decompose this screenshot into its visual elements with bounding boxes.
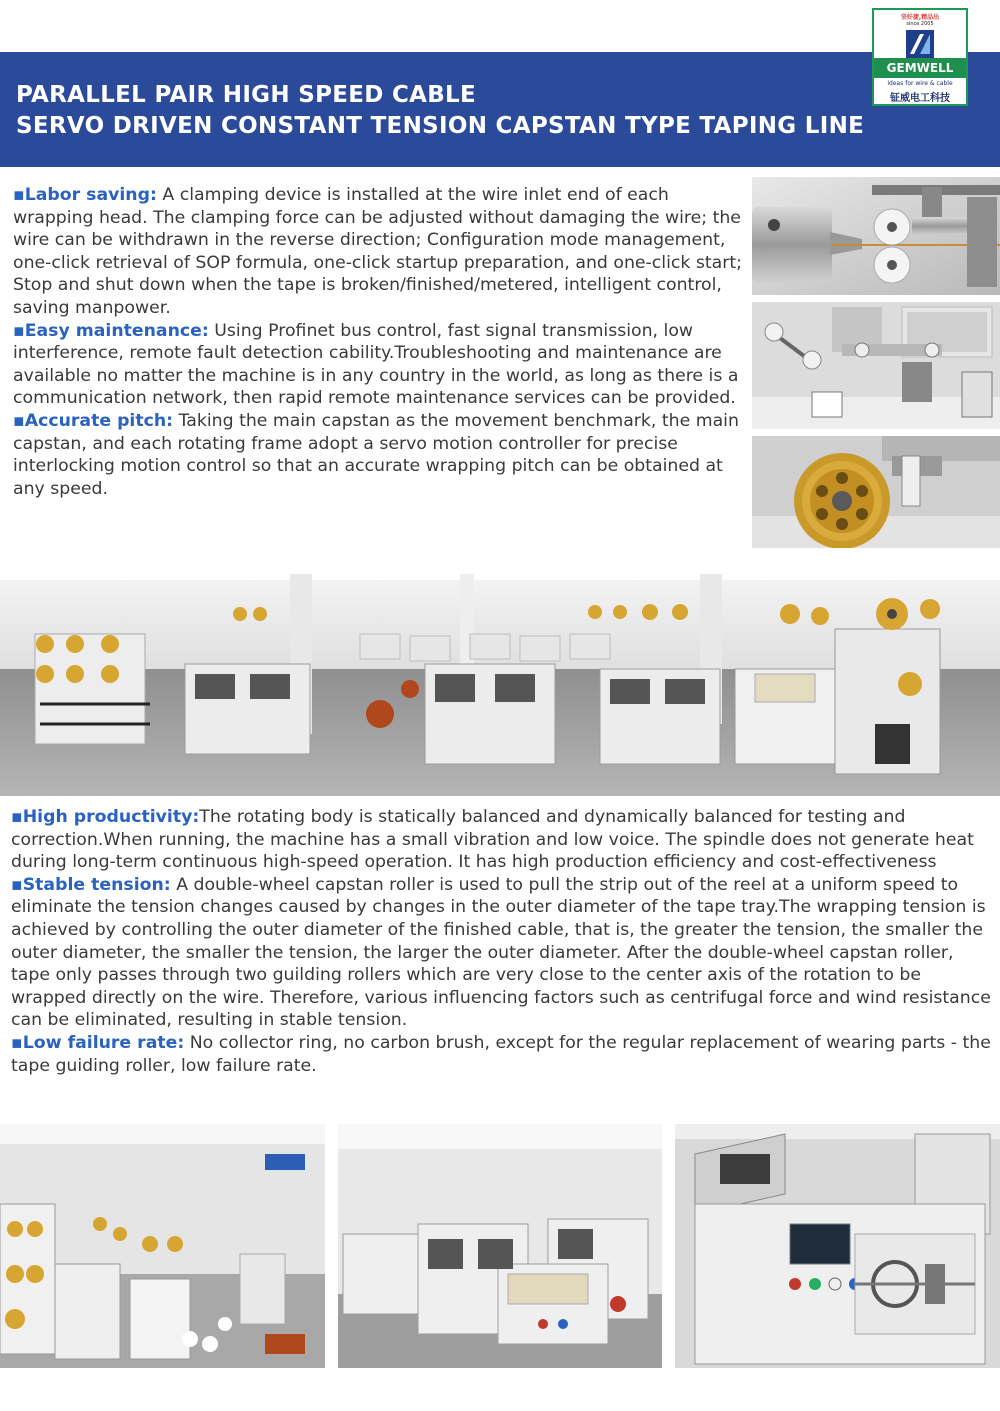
bullet-icon: ▪	[13, 320, 25, 341]
feature-text: Taking the main capstan as the movement benchmark, the main capstan, and each rotating frame adopt a servo motion controller for precise interlocking motion control so that an accurate wrapping pitch can be obtained at any speed.	[13, 410, 739, 499]
photo-taping-machines-row	[338, 1124, 662, 1368]
logo-brand: GEMWELL	[874, 58, 966, 78]
logo-mark-icon	[906, 30, 934, 58]
feature-label: High productivity:	[22, 807, 200, 827]
feature-text: The rotating body is statically balanced and dynamically balanced for testing and correction.When running, the machine has a small vibration and low voice. The spindle does not generate heat during long-term continuous high-speed operation. It has high production efficiency and cost-effectiveness	[11, 807, 974, 873]
photo-payoff-racks	[0, 1124, 325, 1368]
logo-slogan: 坚好捷,精品出	[900, 14, 940, 21]
feature-text: Using Profinet bus control, fast signal transmission, low interference, remote fault detection cability.Troubleshooting and maintenance are available no matter the machine is in any country in the world, as long as there is a communication network, then rapid remote maintenance services can be provided.	[13, 320, 739, 409]
photo-factory-floor	[0, 574, 1000, 796]
feature-label: Labor saving:	[24, 185, 157, 205]
photo-clamping-device	[752, 177, 1000, 295]
logo-tagline: ideas for wire & cable	[887, 80, 953, 87]
title-line-1: PARALLEL PAIR HIGH SPEED CABLE	[16, 82, 477, 108]
logo-since: since 2005	[906, 21, 934, 27]
photo-capstan-wheel	[752, 436, 1000, 548]
features-top	[13, 184, 753, 500]
features-bottom	[11, 806, 993, 1077]
photo-machine-control-panel	[675, 1124, 1000, 1368]
feature-text: No collector ring, no carbon brush, except for the regular replacement of wearing parts - the tape guiding roller, low failure rate.	[11, 1032, 991, 1076]
feature-stable-tension	[11, 874, 993, 1032]
feature-low-failure-rate	[11, 1032, 993, 1077]
feature-labor-saving	[13, 184, 753, 320]
title-line-2: SERVO DRIVEN CONSTANT TENSION CAPSTAN TYPE TAPING LINE	[16, 113, 865, 139]
page-title	[16, 80, 864, 142]
feature-easy-maintenance	[13, 320, 753, 410]
logo-chinese-name: 钲威电工科技	[890, 93, 950, 104]
bullet-icon: ▪	[11, 807, 23, 827]
feature-text: A clamping device is installed at the wire inlet end of each wrapping head. The clamping force can be adjusted without damaging the wire; the wire can be withdrawn in the reverse direction; Configuration mode management, one-click retrieval of SOP formula, one-click startup preparation, and one-click start; Stop and shut down when the tape is broken/finished/metered, intelligent control, saving manpower.	[13, 185, 742, 318]
feature-high-productivity	[11, 806, 993, 874]
title-banner	[0, 52, 1000, 167]
feature-label: Easy maintenance:	[24, 320, 209, 341]
feature-text: A double-wheel capstan roller is used to pull the strip out of the reel at a uniform speed to eliminate the tension changes caused by changes in the outer diameter of the tape tray.The wrapping tension is achieved by controlling the outer diameter of the finished cable, that is, the greater the tension, the smaller the outer diameter, the smaller the tension, the larger the outer diameter. After the double-wheel capstan roller, tape only passes through two guilding rollers which are very close to the center axis of the rotation to be wrapped directly on the wire. Therefore, various influencing factors such as centrifugal force and wind resistance can be eliminated, resulting in stable tension.	[11, 874, 991, 1031]
bullet-icon: ▪	[13, 410, 25, 431]
feature-accurate-pitch	[13, 410, 753, 500]
gemwell-logo	[872, 8, 968, 106]
feature-label: Accurate pitch:	[24, 410, 174, 431]
photo-guide-roller-assembly	[752, 302, 1000, 429]
feature-label: Stable tension:	[22, 874, 171, 895]
bullet-icon: ▪	[11, 1032, 23, 1053]
bullet-icon: ▪	[11, 874, 23, 895]
bullet-icon: ▪	[13, 185, 25, 205]
feature-label: Low failure rate:	[22, 1032, 185, 1053]
